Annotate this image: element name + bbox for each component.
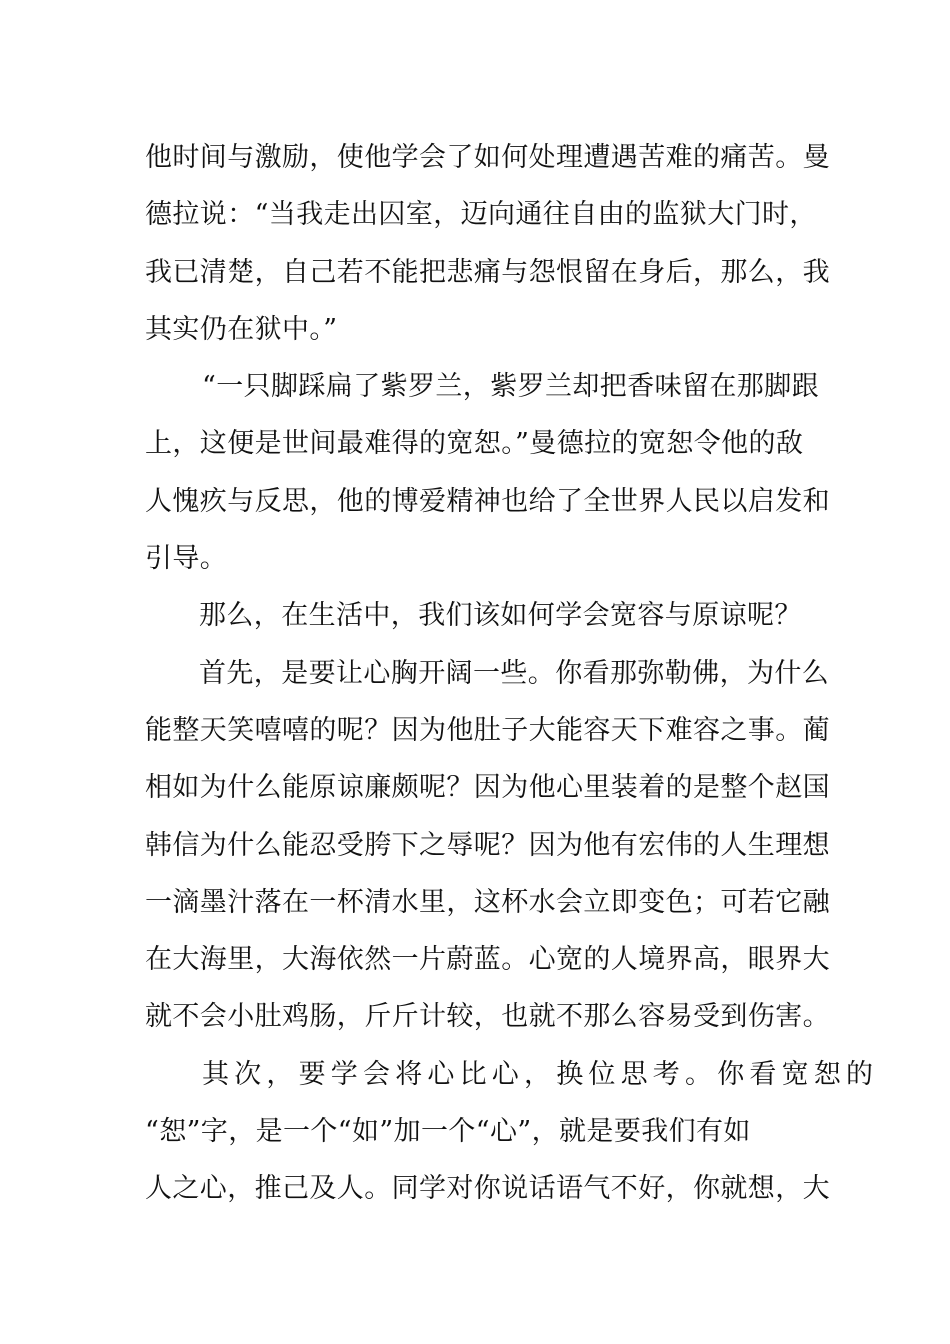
text-line: 德拉说：“当我走出囚室，迈向通往自由的监狱大门时， — [145, 199, 817, 231]
text-line: 相如为什么能原谅廉颇呢？因为他心里装着的是整个赵国 — [145, 772, 830, 804]
text-line: 上，这便是世间最难得的宽恕。”曼德拉的宽恕令他的敌 — [145, 428, 804, 460]
text-line: 引导。 — [145, 543, 228, 575]
text-line: 那么，在生活中，我们该如何学会宽容与原谅呢？ — [199, 600, 802, 632]
text-line: “一只脚踩扁了紫罗兰，紫罗兰却把香味留在那脚跟 — [202, 371, 820, 403]
text-line: 韩信为什么能忍受胯下之辱呢？因为他有宏伟的人生理想 — [145, 829, 830, 861]
text-line: 能整天笑嘻嘻的呢？因为他肚子大能容天下难容之事。蔺 — [145, 714, 830, 746]
text-line: 人之心，推己及人。同学对你说话语气不好，你就想，大 — [145, 1173, 830, 1205]
text-line: 首先，是要让心胸开阔一些。你看那弥勒佛，为什么 — [199, 657, 830, 689]
text-line: 他时间与激励，使他学会了如何处理遭遇苦难的痛苦。曼 — [145, 142, 830, 173]
text-line: 人愧疚与反思，他的博爱精神也给了全世界人民以启发和 — [145, 485, 830, 517]
text-line: 就不会小肚鸡肠，斤斤计较，也就不那么容易受到伤害。 — [145, 1001, 830, 1033]
text-line: “恕”字，是一个“如”加一个“心”，就是要我们有如 — [145, 1116, 751, 1148]
text-line: 其实仍在狱中。” — [145, 313, 338, 345]
text-line: 我已清楚，自己若不能把悲痛与怨恨留在身后，那么，我 — [145, 256, 830, 288]
text-line: 其次，要学会将心比心，换位思考。你看宽恕的 — [202, 1058, 879, 1090]
text-line: 在大海里，大海依然一片蔚蓝。心宽的人境界高，眼界大 — [145, 944, 830, 976]
body-text — [145, 129, 879, 1218]
text-line: 一滴墨汁落在一杯清水里，这杯水会立即变色；可若它融 — [145, 886, 830, 918]
